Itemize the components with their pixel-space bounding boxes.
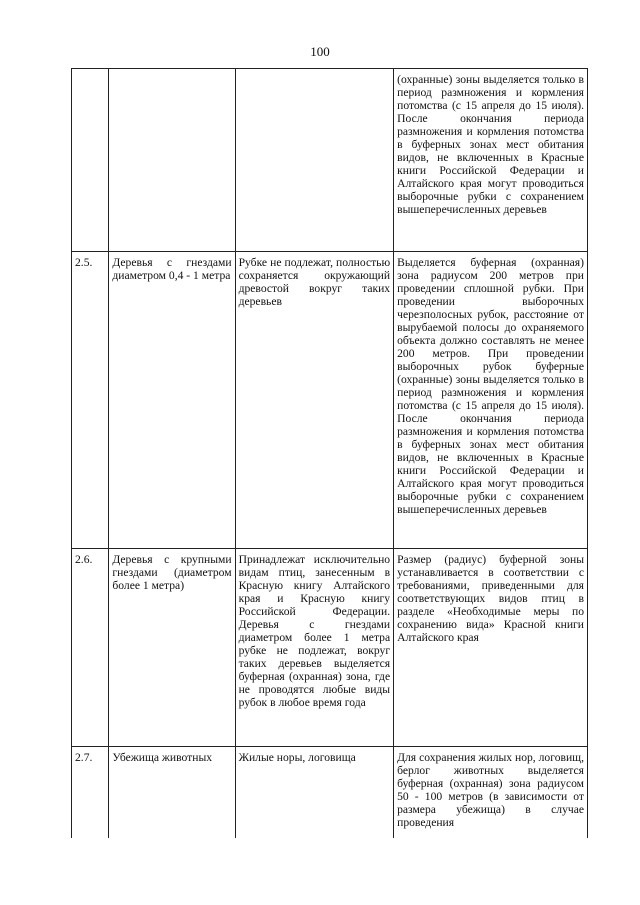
protected-object: [109, 69, 235, 252]
protected-object: Убежища животных: [109, 747, 235, 838]
protected-object: Деревья с крупными гнездами (диаметром более 1 метра): [109, 549, 235, 747]
table-row-continuation: [72, 69, 588, 252]
regulation-table: [71, 68, 588, 838]
table-row-2-5: [72, 252, 588, 549]
row-number: 2.5.: [72, 252, 109, 549]
protected-object: Деревья с гнездами диаметром 0,4 - 1 метра: [109, 252, 235, 549]
page-number: 100: [310, 44, 330, 59]
buffer-zone-text: (охранные) зоны выделяется только в период размножения и кормления потомства (с 15 апреля до 15 июля). После окончания периода размножения и кормления потомства в буферных зонах мест обитания видов, не включенных в Красные книги Российской Федерации и Алтайского края могут проводиться выборочные рубки с сохранением вышеперечисленных деревьев: [394, 69, 588, 252]
table-row-2-6: [72, 549, 588, 747]
logging-requirement: Принадлежат исключительно видам птиц, занесенным в Красную книгу Алтайского края и Красную книгу Российской Федерации. Деревья с гнездами диаметром более 1 метра рубке не подлежат, вокруг таких деревьев выделяется буферная (охранная) зона, где не проводятся любые виды рубок в любое время года: [235, 549, 394, 747]
buffer-zone-text: Для сохранения жилых нор, логовищ, берлог животных выделяется буферная (охранная) зона радиусом 50 - 100 метров (в зависимости от размера убежища) в случае проведения: [394, 747, 588, 838]
table-row-2-7: [72, 747, 588, 838]
row-number: 2.6.: [72, 549, 109, 747]
logging-requirement: Жилые норы, логовища: [235, 747, 394, 838]
row-number: 2.7.: [72, 747, 109, 838]
logging-requirement: [235, 69, 394, 252]
logging-requirement: Рубке не подлежат, полностью сохраняется окружающий древостой вокруг таких деревьев: [235, 252, 394, 549]
row-number: [72, 69, 109, 252]
buffer-zone-text: Выделяется буферная (охранная) зона радиусом 200 метров при проведении сплошной рубки. При проведении выборочных черезполосных рубок, расстояние от вырубаемой полосы до охраняемого объекта должно составлять не менее 200 метров. При проведении выборочных рубок буферные (охранные) зоны выделяется только в период размножения и кормления потомства (с 15 апреля до 15 июля). После окончания периода размножения и кормления потомства в буферных зонах мест обитания видов, не включенных в Красные книги Российской Федерации и Алтайского края могут проводиться выборочные рубки с сохранением вышеперечисленных деревьев: [394, 252, 588, 549]
buffer-zone-text: Размер (радиус) буферной зоны устанавливается в соответствии с требованиями, приведенными для соответствующих видов птиц в разделе «Необходимые меры по сохранению вида» Красной книги Алтайского края: [394, 549, 588, 747]
